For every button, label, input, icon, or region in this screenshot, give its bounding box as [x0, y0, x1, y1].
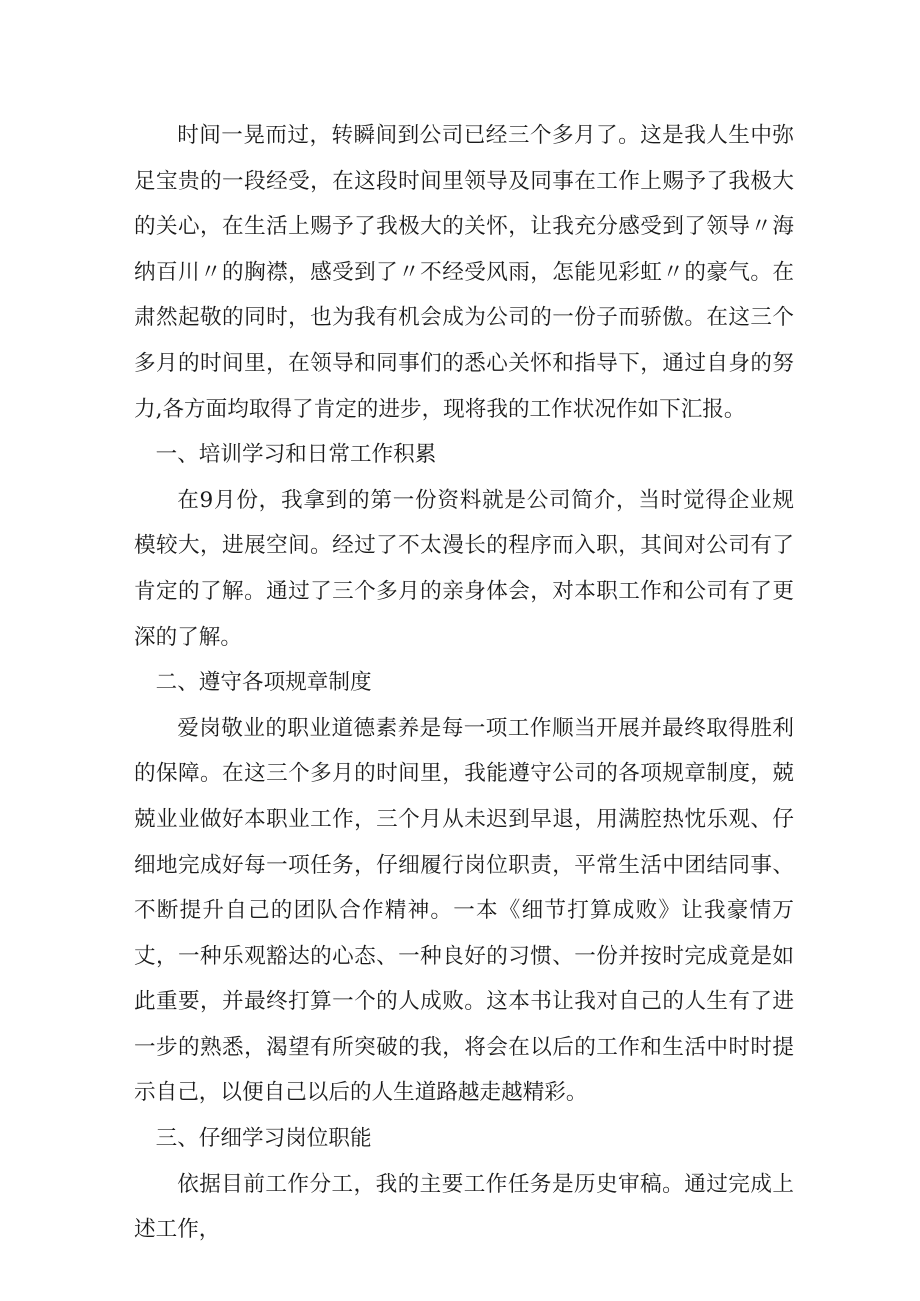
- section-3-paragraph: 依据目前工作分工，我的主要工作任务是历史审稿。通过完成上述工作，: [134, 1171, 794, 1243]
- intro-paragraph: 时间一晃而过，转瞬间到公司已经三个多月了。这是我人生中弥足宝贵的一段经受，在这段时间里领导及同事在工作上赐予了我极大的关心，在生活上赐予了我极大的关怀，让我充分感受到了领导〃海纳百川〃的胸襟，感受到了〃不经受风雨，怎能见彩虹〃的豪气。在肃然起敬的同时，也为我有机会成为公司的一份子而骄傲。在这三个多月的时间里，在领导和同事们的悉心关怀和指导下，通过自身的努力,各方面均取得了肯定的进步，现将我的工作状况作如下汇报。: [134, 123, 794, 422]
- document-body: [134, 113, 794, 1253]
- section-heading-2: 二、遵守各项规章制度: [155, 670, 372, 696]
- section-heading-3: 三、仔细学习岗位职能: [155, 1126, 372, 1152]
- section-heading-1: 一、培训学习和日常工作积累: [155, 442, 437, 468]
- section-1-paragraph: 在9月份，我拿到的第一份资料就是公司简介，当时觉得企业规模较大，进展空间。经过了不太漫长的程序而入职，其间对公司有了肯定的了解。通过了三个多月的亲身体会，对本职工作和公司有了更深的了解。: [134, 487, 794, 650]
- section-2-paragraph: 爱岗敬业的职业道德素养是每一项工作顺当开展并最终取得胜利的保障。在这三个多月的时间里，我能遵守公司的各项规章制度，兢兢业业做好本职业工作，三个月从未迟到早退，用满腔热忱乐观、仔细地完成好每一项任务，仔细履行岗位职责，平常生活中团结同事、不断提升自己的团队合作精神。一本《细节打算成败》让我豪情万丈，一种乐观豁达的心态、一种良好的习惯、一份并按时完成竟是如此重要，并最终打算一个的人成败。这本书让我对自己的人生有了进一步的熟悉，渴望有所突破的我，将会在以后的工作和生活中时时提示自己，以便自己以后的人生道路越走越精彩。: [134, 715, 794, 1106]
